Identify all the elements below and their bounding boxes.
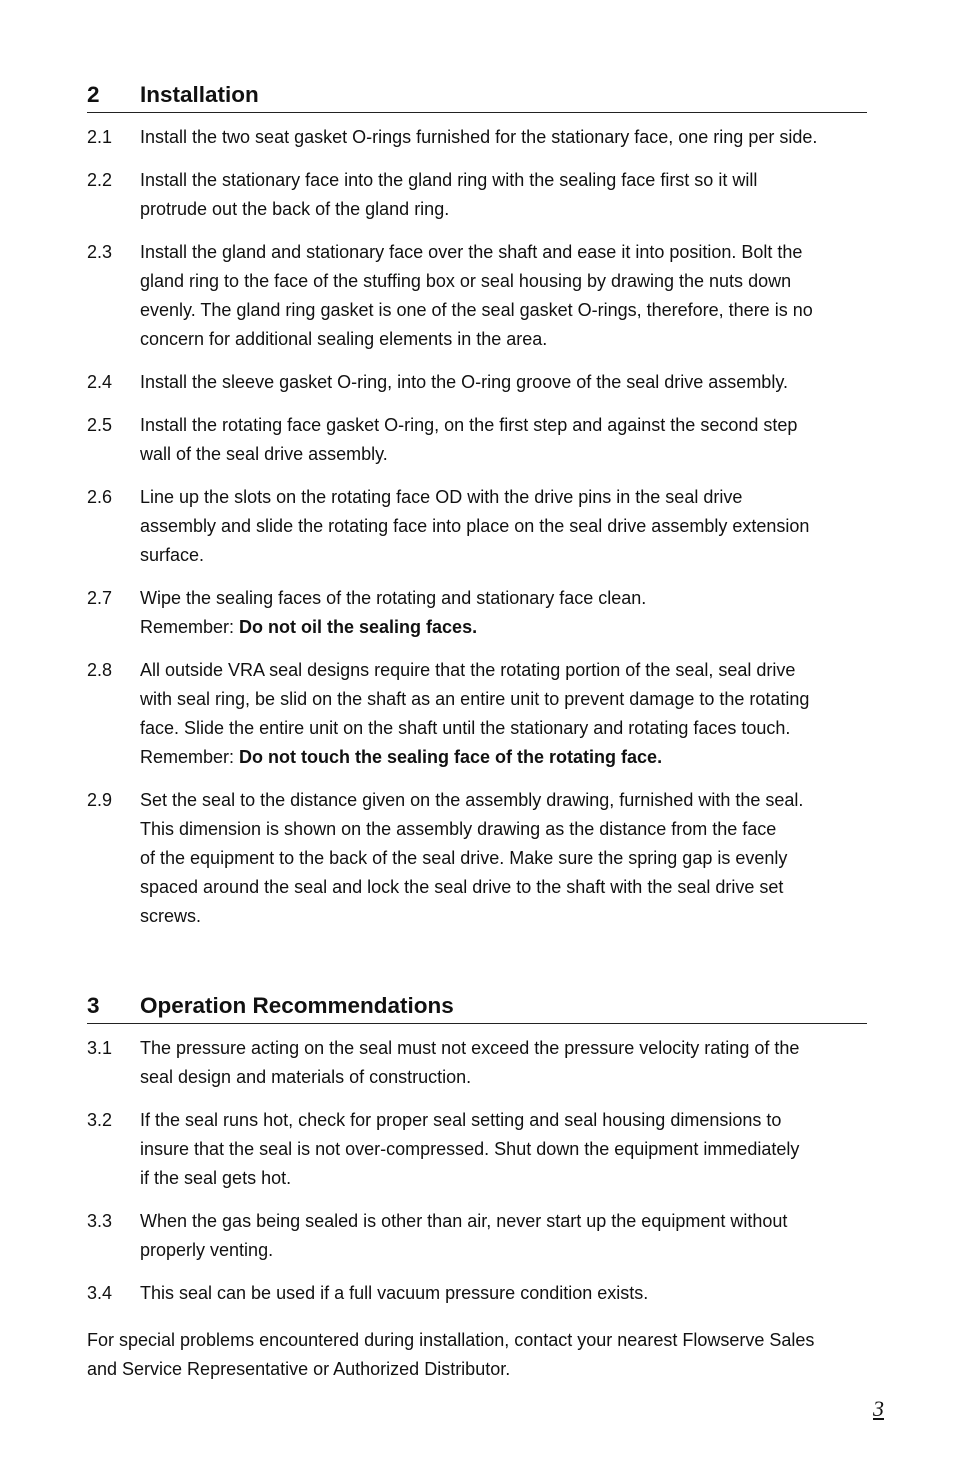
list-item xyxy=(87,411,867,469)
list-item xyxy=(87,483,867,570)
list-item xyxy=(87,786,867,931)
item-text-line: evenly. The gland ring gasket is one of the seal gasket O-rings, therefore, there is no xyxy=(140,300,813,320)
item-text-line: Install the gland and stationary face over the shaft and ease it into position. Bolt the xyxy=(140,242,803,262)
remember-note xyxy=(140,613,867,642)
item-text-line: screws. xyxy=(140,906,202,926)
item-text-line: properly venting. xyxy=(140,1240,274,1260)
section-number: 3 xyxy=(87,993,100,1018)
item-text-line: Install the two seat gasket O-rings furnished for the stationary face, one ring per side. xyxy=(140,127,818,147)
item-number: 3.1 xyxy=(87,1038,113,1058)
item-text-line: wall of the seal drive assembly. xyxy=(140,444,388,464)
section-heading xyxy=(87,82,867,113)
list-item xyxy=(87,1279,867,1308)
list-item xyxy=(87,584,867,642)
item-number: 2.6 xyxy=(87,487,113,507)
item-text-line: gland ring to the face of the stuffing box or seal housing by drawing the nuts down xyxy=(140,271,792,291)
footnote-line: For special problems encountered during installation, contact your nearest Flowserve Sales xyxy=(87,1330,815,1350)
item-number: 3.3 xyxy=(87,1211,113,1231)
list-item xyxy=(87,123,867,152)
note-warning: Do not oil the sealing faces. xyxy=(239,617,478,637)
item-text-line: The pressure acting on the seal must not exceed the pressure velocity rating of the xyxy=(140,1038,800,1058)
item-text-line: concern for additional sealing elements in the area. xyxy=(140,329,548,349)
section-title: Operation Recommendations xyxy=(140,993,454,1018)
list-item xyxy=(87,1034,867,1092)
item-number: 3.4 xyxy=(87,1283,113,1303)
item-text-line: surface. xyxy=(140,545,205,565)
footnote-line: and Service Representative or Authorized Distributor. xyxy=(87,1359,511,1379)
list-item xyxy=(87,166,867,224)
item-text-line: spaced around the seal and lock the seal drive to the shaft with the seal drive set xyxy=(140,877,784,897)
item-number: 2.2 xyxy=(87,170,113,190)
list-item xyxy=(87,656,867,772)
item-text-line: Install the sleeve gasket O-ring, into the O-ring groove of the seal drive assembly. xyxy=(140,372,788,392)
item-number: 3.2 xyxy=(87,1110,113,1130)
item-text-line: When the gas being sealed is other than air, never start up the equipment without xyxy=(140,1211,788,1231)
item-text-line: Install the rotating face gasket O-ring, on the first step and against the second step xyxy=(140,415,798,435)
item-text-line: assembly and slide the rotating face into place on the seal drive assembly extension xyxy=(140,516,810,536)
section-heading xyxy=(87,993,867,1024)
note-prefix: Remember: xyxy=(140,747,240,767)
item-text-line: Set the seal to the distance given on the assembly drawing, furnished with the seal. xyxy=(140,790,804,810)
item-text-line: seal design and materials of construction. xyxy=(140,1067,472,1087)
page-number: 3 xyxy=(873,1396,884,1421)
note-warning: Do not touch the sealing face of the rotating face. xyxy=(239,747,663,767)
item-number: 2.1 xyxy=(87,127,113,147)
item-text-line: Line up the slots on the rotating face OD with the drive pins in the seal drive xyxy=(140,487,743,507)
section-installation xyxy=(87,82,867,945)
item-number: 2.8 xyxy=(87,660,113,680)
item-number: 2.9 xyxy=(87,790,113,810)
item-text-line: face. Slide the entire unit on the shaft until the stationary and rotating faces touch. xyxy=(140,718,791,738)
list-item xyxy=(87,1106,867,1193)
item-text-line: Wipe the sealing faces of the rotating and stationary face clean. xyxy=(140,588,647,608)
list-item xyxy=(87,1207,867,1265)
item-number: 2.5 xyxy=(87,415,113,435)
item-number: 2.7 xyxy=(87,588,113,608)
item-number: 2.4 xyxy=(87,372,113,392)
item-text-line: This seal can be used if a full vacuum pressure condition exists. xyxy=(140,1283,649,1303)
list-item xyxy=(87,238,867,354)
section-operation-recommendations xyxy=(87,993,867,1322)
section-number: 2 xyxy=(87,82,100,107)
item-text-line: insure that the seal is not over-compressed. Shut down the equipment immediately xyxy=(140,1139,800,1159)
item-text-line: Install the stationary face into the gland ring with the sealing face first so it will xyxy=(140,170,758,190)
item-text-line: of the equipment to the back of the seal drive. Make sure the spring gap is evenly xyxy=(140,848,788,868)
contact-footnote xyxy=(87,1326,877,1384)
note-prefix: Remember: xyxy=(140,617,240,637)
list-item xyxy=(87,368,867,397)
item-text-line: If the seal runs hot, check for proper seal setting and seal housing dimensions to xyxy=(140,1110,782,1130)
section-title: Installation xyxy=(140,82,259,107)
remember-note xyxy=(140,743,867,772)
item-text-line: protrude out the back of the gland ring. xyxy=(140,199,450,219)
item-number: 2.3 xyxy=(87,242,113,262)
item-text-line: if the seal gets hot. xyxy=(140,1168,292,1188)
item-text-line: All outside VRA seal designs require that the rotating portion of the seal, seal drive xyxy=(140,660,796,680)
item-text-line: This dimension is shown on the assembly drawing as the distance from the face xyxy=(140,819,777,839)
item-text-line: with seal ring, be slid on the shaft as an entire unit to prevent damage to the rotating xyxy=(140,689,810,709)
